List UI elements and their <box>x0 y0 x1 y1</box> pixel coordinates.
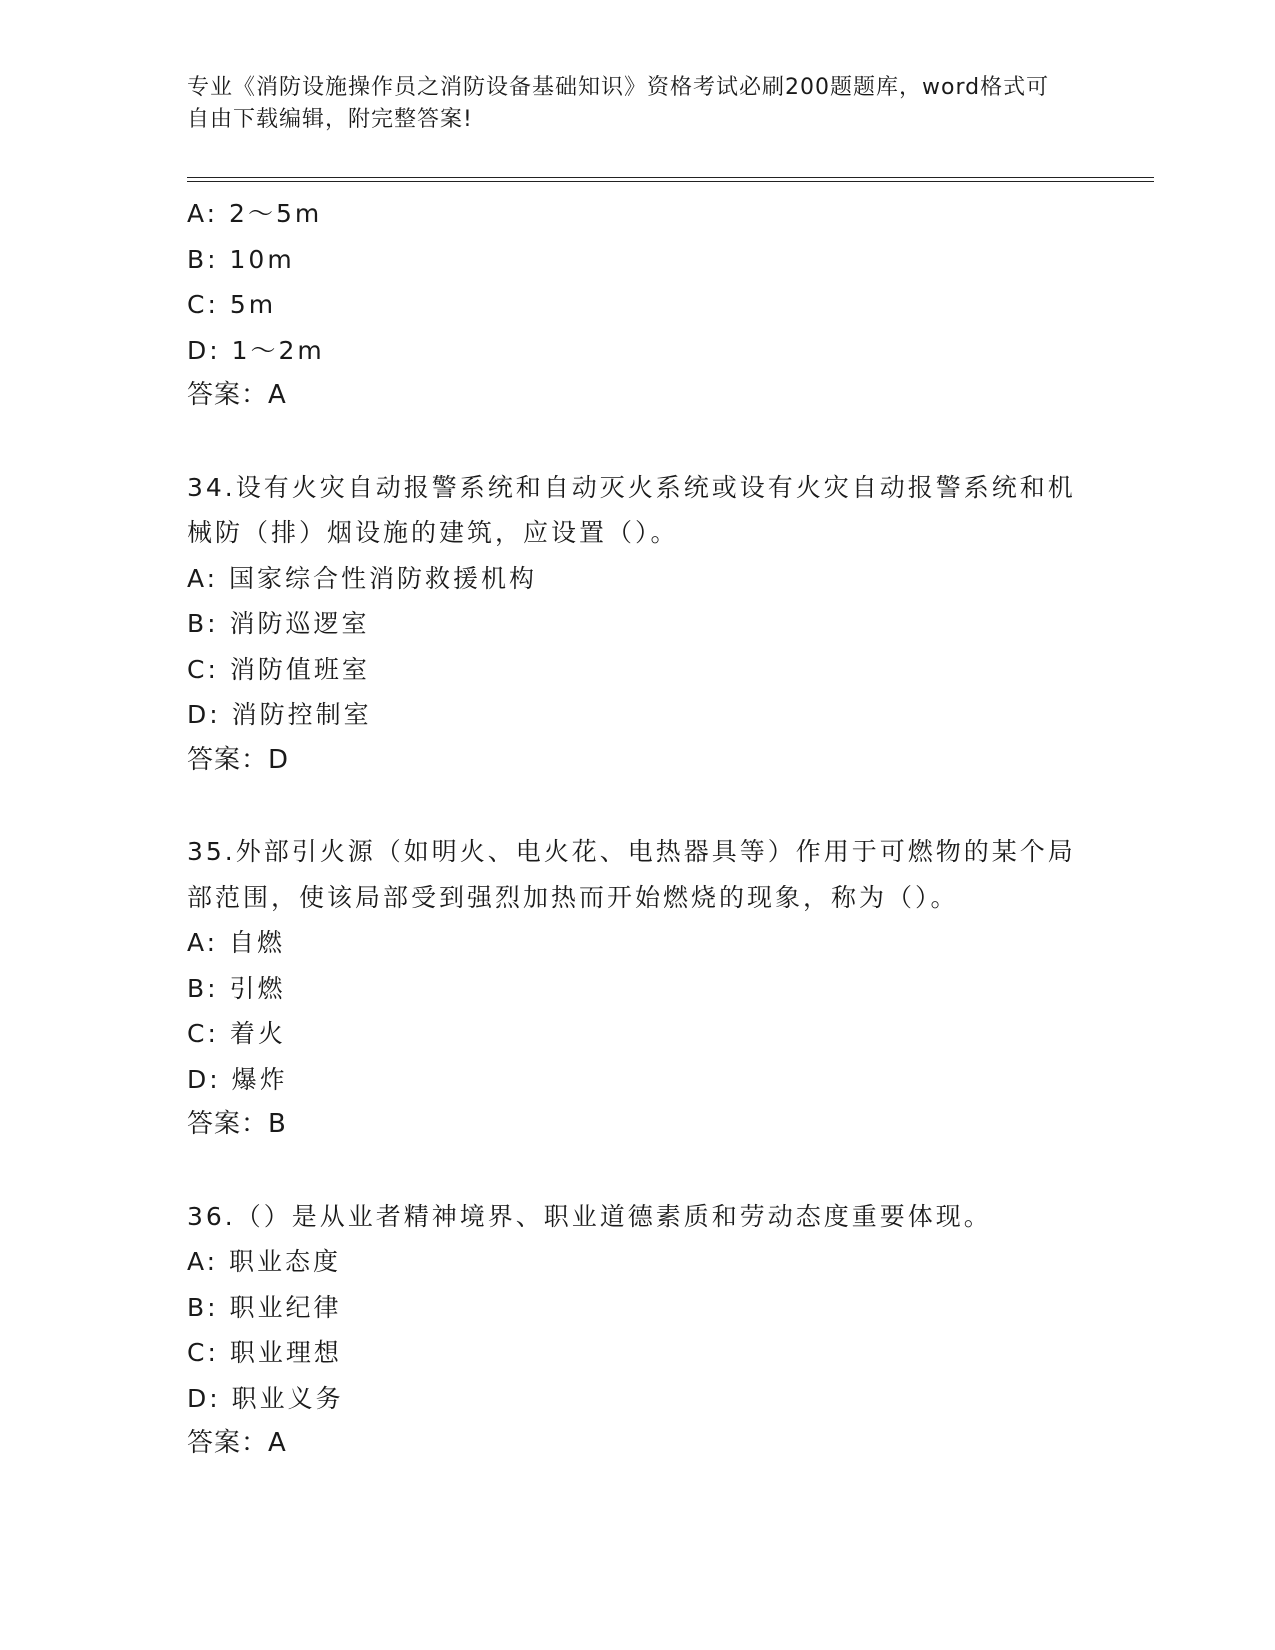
header-divider <box>187 177 1154 182</box>
option-a: A: 自燃 <box>187 928 286 957</box>
option-b: B: 消防巡逻室 <box>187 609 370 638</box>
page-header: 专业《消防设施操作员之消防设备基础知识》资格考试必刷200题题库，word格式可自由下载编辑，附完整答案! <box>187 75 1050 132</box>
answer-line: 答案：B <box>187 1109 287 1139</box>
document-body <box>187 191 1087 1467</box>
option-a: A: 2～5m <box>187 199 323 228</box>
option-c: C: 5m <box>187 290 277 319</box>
option-b: B: 10m <box>187 244 295 274</box>
option-c: C: 着火 <box>187 1019 286 1048</box>
question-35 <box>187 829 1087 1148</box>
question-34 <box>187 465 1087 784</box>
answer-line: 答案：A <box>187 380 287 410</box>
option-c: C: 消防值班室 <box>187 654 370 684</box>
question-36 <box>187 1194 1087 1467</box>
question-text: 36.（）是从业者精神境界、职业道德素质和劳动态度重要体现。 <box>187 1201 992 1231</box>
question-text: 34.设有火灾自动报警系统和自动灭火系统或设有火灾自动报警系统和机械防（排）烟设施的建筑，应设置（）。 <box>187 472 1076 547</box>
option-d: D: 1～2m <box>187 335 325 365</box>
answer-line: 答案：A <box>187 1428 287 1458</box>
option-a: A: 职业态度 <box>187 1247 342 1276</box>
option-a: A: 国家综合性消防救援机构 <box>187 563 538 593</box>
option-c: C: 职业理想 <box>187 1338 342 1367</box>
option-b: B: 引燃 <box>187 973 286 1003</box>
question-text: 35.外部引火源（如明火、电火花、电热器具等）作用于可燃物的某个局部范围，使该局部受到强烈加热而开始燃烧的现象，称为（）。 <box>187 837 1076 912</box>
answer-line: 答案：D <box>187 744 290 775</box>
option-d: D: 职业义务 <box>187 1383 344 1413</box>
option-b: B: 职业纪律 <box>187 1292 342 1322</box>
option-d: D: 消防控制室 <box>187 700 372 729</box>
option-d: D: 爆炸 <box>187 1064 288 1094</box>
question-33-continuation <box>187 191 1087 419</box>
